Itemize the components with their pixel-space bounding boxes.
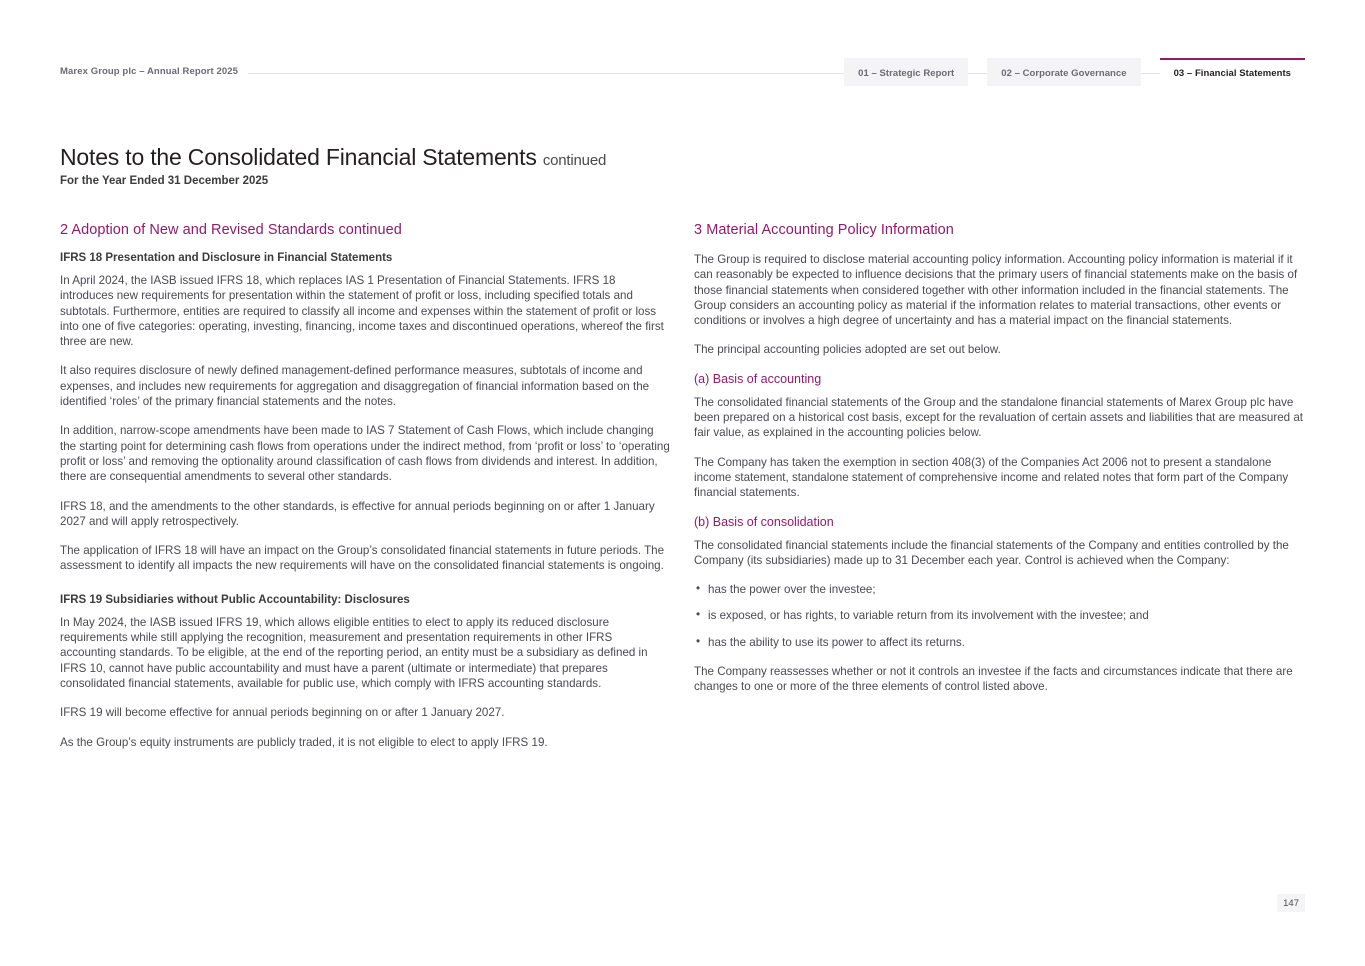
paragraph-ias7-amendments: In addition, narrow-scope amendments have been made to IAS 7 Statement of Cash Flows, which include changing the starting point for determining cash flows from operations under the indirect method, from ‘profit or loss’ to ‘operating profit or loss’ and removing the optionality around classification of cash flows from dividends and interest. In addition, there are consequential amendments to several other standards. xyxy=(60,424,670,484)
section-heading-2-continued: continued xyxy=(338,222,402,238)
paragraph-consolidation-scope: The consolidated financial statements include the financial statements of the Company and entities controlled by the Company (its subsidiaries) made up to 31 December each year. Control is achieved when the Company: xyxy=(694,538,1289,567)
page-title-main: Notes to the Consolidated Financial Statements xyxy=(60,144,537,170)
left-column xyxy=(60,222,671,750)
tab-financial-statements[interactable]: 03 – Financial Statements xyxy=(1160,58,1305,86)
paragraph-ifrs18-effective-date: IFRS 18, and the amendments to the other standards, is effective for annual periods beginning on or after 1 January 2027 and will apply retrospectively. xyxy=(60,499,655,528)
sub-heading-ifrs18: IFRS 18 Presentation and Disclosure in Financial Statements xyxy=(60,252,393,264)
paragraph-control-reassessment: The Company reassesses whether or not it controls an investee if the facts and circumstances indicate that there are changes to one or more of the three elements of control listed above. xyxy=(694,665,1293,694)
section-heading-2-text: 2 Adoption of New and Revised Standards xyxy=(60,222,335,238)
section-heading-2 xyxy=(60,222,671,238)
paragraph-ifrs18-disclosure: It also requires disclosure of newly defined management-defined performance measures, subtotals of income and expenses, and includes new requirements for aggregation and disaggregation of financial information based on the identified ‘roles’ of the primary financial statements and the notes. xyxy=(60,364,650,409)
paragraph-ifrs19-intro: In May 2024, the IASB issued IFRS 19, which allows eligible entities to elect to apply its reduced disclosure requirements while still applying the recognition, measurement and presentation requirements in other IFRS accounting standards. To be eligible, at the end of the reporting period, an entity must be a subsidiary as defined in IFRS 10, cannot have public accountability and must have a parent (ultimate or intermediate) that prepares consolidated financial statements, available for public use, which comply with IFRS accounting standards. xyxy=(60,615,648,690)
paragraph-ifrs19-effective-date: IFRS 19 will become effective for annual periods beginning on or after 1 January 2027. xyxy=(60,706,505,720)
page-number: 147 xyxy=(1277,894,1305,912)
paragraph-principal-policies: The principal accounting policies adopted are set out below. xyxy=(694,343,1001,357)
right-column xyxy=(694,222,1305,695)
running-title: Marex Group plc – Annual Report 2025 xyxy=(60,66,248,77)
sub-heading-ifrs19: IFRS 19 Subsidiaries without Public Accountability: Disclosures xyxy=(60,593,410,606)
list-item: • is exposed, or has rights, to variable return from its involvement with the investee; and xyxy=(694,608,1305,623)
policy-heading-basis-of-accounting: (a) Basis of accounting xyxy=(694,371,822,386)
page-header xyxy=(60,58,1305,90)
paragraph-ifrs18-intro: In April 2024, the IASB issued IFRS 18, which replaces IAS 1 Presentation of Financial Statements. IFRS 18 introduces new requirements for presentation within the statement of profit or loss, including specified totals and subtotals. Furthermore, entities are required to classify all income and expenses within the statement of profit or loss into one of five categories: operating, investing, financing, income taxes and discontinued operations, whereof the first three are new. xyxy=(60,274,664,349)
paragraph-ifrs19-eligibility: As the Group’s equity instruments are publicly traded, it is not eligible to elect to apply IFRS 19. xyxy=(60,735,548,749)
paragraph-material-policy: The Group is required to disclose material accounting policy information. Accounting policy information is material if it can reasonably be expected to influence decisions that the primary users of financial statements make on the basis of those financial statements when considered together with other information included in the financial statements. The Group considers an accounting policy as material if the information relates to material transactions, other events or conditions or involves a high degree of uncertainty and has a material impact on the financial statements. xyxy=(694,253,1298,328)
list-item: • has the power over the investee; xyxy=(694,582,1305,597)
control-criteria-list xyxy=(694,582,1305,650)
policy-heading-basis-of-consolidation: (b) Basis of consolidation xyxy=(694,514,834,529)
page-title xyxy=(60,144,606,171)
paragraph-ifrs18-impact: The application of IFRS 18 will have an impact on the Group’s consolidated financial statements in future periods. The assessment to identify all impacts the new requirements will have on the consolidated financial statements is ongoing. xyxy=(60,544,665,573)
section-heading-3: 3 Material Accounting Policy Information xyxy=(694,222,954,238)
tab-strategic-report[interactable]: 01 – Strategic Report xyxy=(844,58,968,86)
paragraph-section-408-exemption: The Company has taken the exemption in section 408(3) of the Companies Act 2006 not to present a standalone income statement, standalone statement of comprehensive income and related notes that form part of the Company financial statements. xyxy=(694,455,1289,500)
page-subtitle: For the Year Ended 31 December 2025 xyxy=(60,175,269,187)
tab-corporate-governance[interactable]: 02 – Corporate Governance xyxy=(987,58,1140,86)
section-nav-tabs xyxy=(844,58,1305,86)
list-item: • has the ability to use its power to affect its returns. xyxy=(694,635,1305,650)
paragraph-historical-cost-basis: The consolidated financial statements of the Group and the standalone financial statements of Marex Group plc have been prepared on a historical cost basis, except for the revaluation of certain assets and liabilities that are measured at fair value, as explained in the accounting policies below. xyxy=(694,395,1304,440)
page-title-continued: continued xyxy=(542,152,607,169)
